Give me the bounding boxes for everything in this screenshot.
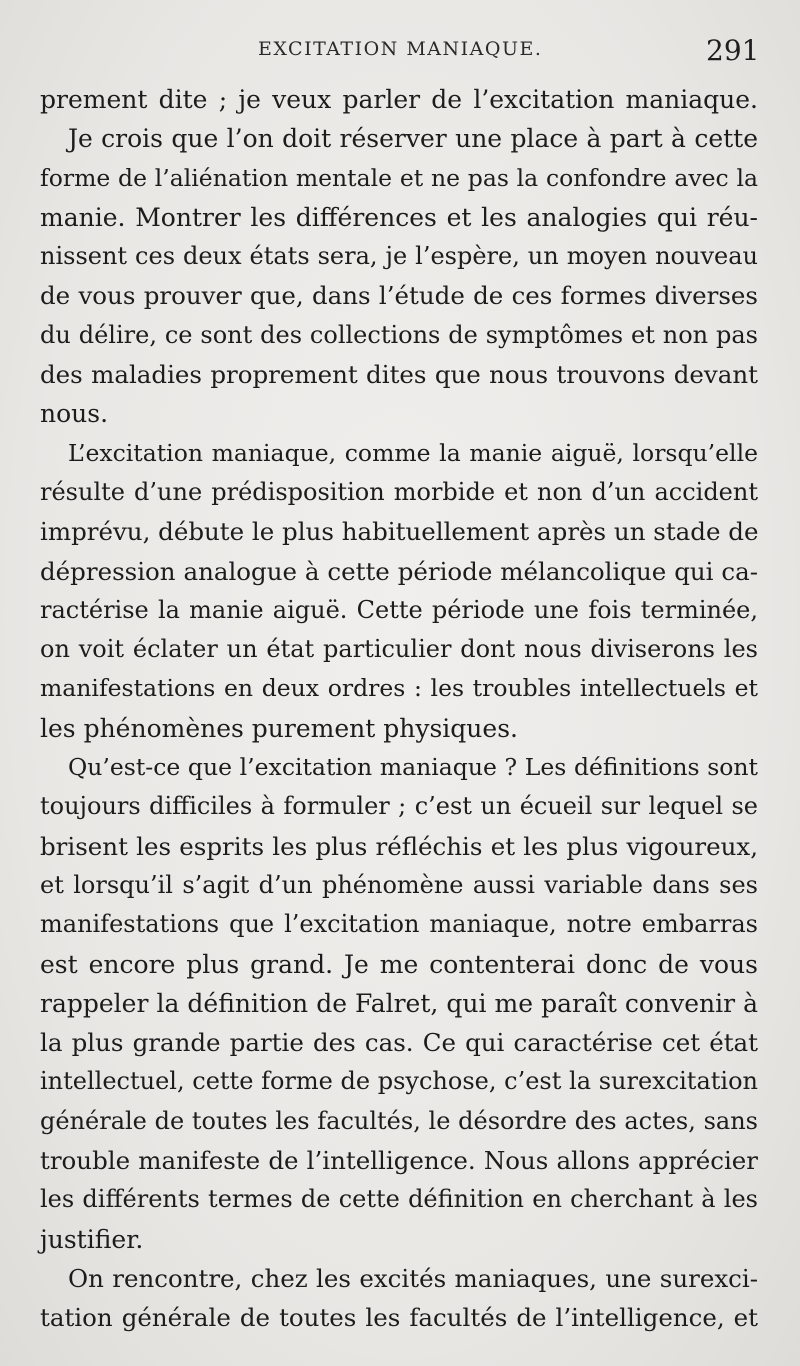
body-text bbox=[40, 80, 758, 1338]
text-line: des maladies proprement dites que nous trouvons devant bbox=[40, 360, 758, 390]
text-line: trouble manifeste de l’intelligence. Nous allons apprécier bbox=[40, 1146, 758, 1176]
text-line: générale de toutes les facultés, le désordre des actes, sans bbox=[40, 1106, 758, 1135]
text-line: intellectuel, cette forme de psychose, c’est la surexcitation bbox=[40, 1067, 758, 1096]
text-line: nous. bbox=[40, 399, 109, 429]
text-line: les phénomènes purement physiques. bbox=[40, 713, 518, 743]
text-line: brisent les esprits les plus réfléchis et les plus vigoureux, bbox=[40, 831, 758, 861]
page-number: 291 bbox=[706, 34, 760, 67]
text-line: et lorsqu’il s’agit d’un phénomène aussi variable dans ses bbox=[40, 870, 758, 899]
text-line: justifier. bbox=[40, 1224, 144, 1254]
text-line: on voit éclater un état particulier dont nous diviserons les bbox=[40, 635, 758, 664]
text-line: ractérise la manie aiguë. Cette période une fois terminée, bbox=[40, 595, 758, 624]
text-line: de vous prouver que, dans l’étude de ces formes diverses bbox=[40, 281, 758, 311]
text-line: imprévu, débute le plus habituellement après un stade de bbox=[40, 517, 759, 547]
text-line: nissent ces deux états sera, je l’espère, un moyen nouveau bbox=[40, 242, 758, 271]
text-line: forme de l’aliénation mentale et ne pas la confondre avec la bbox=[40, 163, 758, 192]
text-line: manifestations en deux ordres : les troubles intellectuels et bbox=[40, 674, 758, 703]
text-line: résulte d’une prédisposition morbide et non d’un accident bbox=[40, 477, 758, 506]
text-line: Qu’est-ce que l’excitation maniaque ? Les définitions sont bbox=[68, 753, 758, 782]
text-line: tation générale de toutes les facultés de l’intelligence, et bbox=[40, 1303, 758, 1333]
text-line: L’excitation maniaque, comme la manie aiguë, lorsqu’elle bbox=[68, 438, 758, 467]
text-line: manifestations que l’excitation maniaque, notre embarras bbox=[40, 910, 758, 939]
text-line: manie. Montrer les différences et les analogies qui réu- bbox=[40, 202, 758, 232]
text-line: du délire, ce sont des collections de symptômes et non pas bbox=[40, 320, 758, 349]
running-head bbox=[0, 34, 800, 66]
text-line: la plus grande partie des cas. Ce qui caractérise cet état bbox=[40, 1028, 758, 1058]
text-line: toujours difficiles à formuler ; c’est un écueil sur lequel se bbox=[40, 792, 758, 821]
text-line: les différents termes de cette définition en cherchant à les bbox=[40, 1185, 758, 1214]
text-line: dépression analogue à cette période mélancolique qui ca- bbox=[40, 556, 758, 586]
running-head-title: EXCITATION MANIAQUE. bbox=[258, 38, 543, 60]
text-line: prement dite ; je veux parler de l’excitation maniaque. bbox=[40, 85, 758, 114]
text-line: rappeler la définition de Falret, qui me paraît convenir à bbox=[40, 988, 758, 1018]
text-line: On rencontre, chez les excités maniaques, une surexci- bbox=[68, 1263, 758, 1293]
text-line: Je crois que l’on doit réserver une place à part à cette bbox=[68, 124, 758, 154]
text-line: est encore plus grand. Je me contenterai donc de vous bbox=[40, 949, 758, 979]
